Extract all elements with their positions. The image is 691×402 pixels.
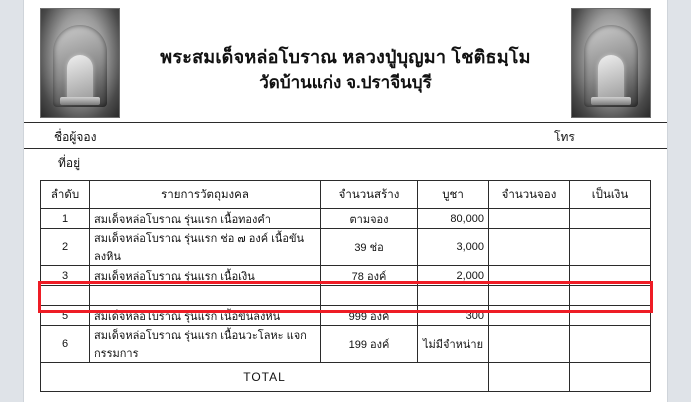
cell-made: 199 องค์ xyxy=(321,326,418,363)
title-line-2: วัดบ้านแก่ง จ.ปราจีนบุรี xyxy=(259,73,432,92)
cell-money[interactable] xyxy=(570,286,651,306)
table-header-row xyxy=(41,181,651,209)
cell-price: 300 xyxy=(418,306,489,326)
cell-no: 5 xyxy=(41,306,90,326)
amulet-base-left xyxy=(60,97,100,105)
booker-name-label: ชื่อผู้จอง xyxy=(54,130,97,144)
buddha-figure-left xyxy=(67,55,93,99)
cell-order[interactable] xyxy=(489,266,570,286)
table-total-row xyxy=(41,363,651,392)
cell-money[interactable] xyxy=(570,229,651,266)
order-form-sheet xyxy=(24,0,667,402)
cell-no xyxy=(41,286,90,306)
address-row[interactable] xyxy=(24,148,667,174)
cell-made: ตามจอง xyxy=(321,209,418,229)
total-label: TOTAL xyxy=(41,363,489,392)
col-header-money: เป็นเงิน xyxy=(570,181,651,209)
cell-no: 1 xyxy=(41,209,90,229)
table-row[interactable] xyxy=(41,229,651,266)
cell-money[interactable] xyxy=(570,266,651,286)
table-row[interactable] xyxy=(41,209,651,229)
amulet-photo-right xyxy=(571,8,651,118)
cell-no: 2 xyxy=(41,229,90,266)
items-table xyxy=(40,180,651,392)
cell-order[interactable] xyxy=(489,306,570,326)
cell-money[interactable] xyxy=(570,306,651,326)
telephone-label: โทร xyxy=(554,130,575,144)
cell-made: 999 องค์ xyxy=(321,306,418,326)
cell-price xyxy=(418,286,489,306)
table-row[interactable] xyxy=(41,266,651,286)
amulet-photo-left xyxy=(40,8,120,118)
cell-price: 3,000 xyxy=(418,229,489,266)
cell-made: 78 องค์ xyxy=(321,266,418,286)
table-row[interactable] xyxy=(41,326,651,363)
cell-price: 2,000 xyxy=(418,266,489,286)
cell-desc: สมเด็จหล่อโบราณ รุ่นแรก ช่อ ๗ องค์ เนื้อขันลงหิน xyxy=(90,229,321,266)
cell-no: 3 xyxy=(41,266,90,286)
form-header xyxy=(24,0,667,122)
page-title xyxy=(124,44,567,96)
col-header-desc: รายการวัตถุมงคล xyxy=(90,181,321,209)
cell-desc: สมเด็จหล่อโบราณ รุ่นแรก เนื้อขันลงหิน xyxy=(90,306,321,326)
cell-order[interactable] xyxy=(489,286,570,306)
booker-name-row[interactable] xyxy=(24,122,667,148)
col-header-order: จำนวนจอง xyxy=(489,181,570,209)
cell-desc: สมเด็จหล่อโบราณ รุ่นแรก เนื้อทองคำ xyxy=(90,209,321,229)
col-header-no: ลำดับ xyxy=(41,181,90,209)
col-header-price: บูชา xyxy=(418,181,489,209)
cell-money[interactable] xyxy=(570,326,651,363)
cell-price: ไม่มีจำหน่าย xyxy=(418,326,489,363)
cell-desc: สมเด็จหล่อโบราณ รุ่นแรก เนื้อนวะโลหะ แจกกรรมการ xyxy=(90,326,321,363)
title-line-1: พระสมเด็จหล่อโบราณ หลวงปู่บุญมา โชติธมฺโม xyxy=(160,47,531,67)
cell-money[interactable] xyxy=(570,209,651,229)
table-row-highlighted[interactable] xyxy=(41,306,651,326)
cell-no: 6 xyxy=(41,326,90,363)
cell-order[interactable] xyxy=(489,229,570,266)
amulet-base-right xyxy=(591,97,631,105)
cell-desc: สมเด็จหล่อโบราณ รุ่นแรก เนื้อเงิน xyxy=(90,266,321,286)
cell-made: 39 ช่อ xyxy=(321,229,418,266)
cell-made xyxy=(321,286,418,306)
total-value[interactable] xyxy=(570,363,651,392)
cell-desc xyxy=(90,286,321,306)
buddha-figure-right xyxy=(598,55,624,99)
cell-order[interactable] xyxy=(489,326,570,363)
cell-price: 80,000 xyxy=(418,209,489,229)
table-row[interactable] xyxy=(41,286,651,306)
total-order xyxy=(489,363,570,392)
col-header-made: จำนวนสร้าง xyxy=(321,181,418,209)
cell-order[interactable] xyxy=(489,209,570,229)
address-label: ที่อยู่ xyxy=(58,156,81,170)
